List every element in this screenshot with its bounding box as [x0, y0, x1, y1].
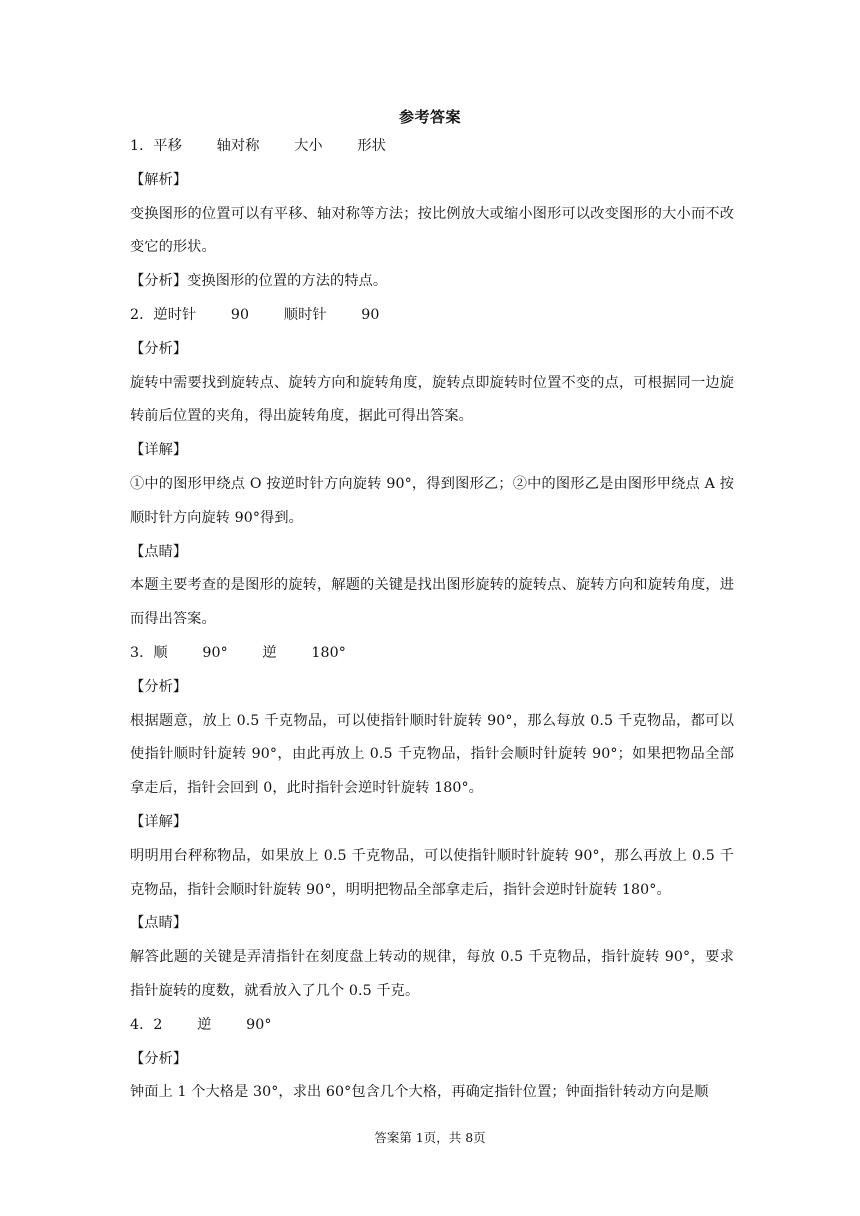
q2-answer-3: 顺时针: [283, 306, 327, 323]
q3-dianjing-label: 【点睛】: [130, 915, 188, 932]
page-footer: 答案第 1页，共 8页: [374, 1130, 486, 1145]
q2-answer-2: 90: [230, 306, 250, 323]
q4-answer-1: 4．2: [130, 1016, 163, 1033]
q3-xiangjie-label: 【详解】: [130, 813, 188, 830]
q1-answer-4: 形状: [357, 138, 386, 154]
q3-answer-1: 3．顺: [130, 644, 168, 661]
q1-answer-1: 1．平移: [130, 138, 182, 154]
q4-answer-2: 逆: [197, 1016, 212, 1033]
q2-answer-1: 2．逆时针: [130, 306, 197, 323]
q1-answer-3: 大小: [294, 138, 323, 154]
q2-answer-4: 90: [361, 306, 380, 323]
q1-jiexi-text: 变换图形的位置可以有平移、轴对称等方法；按比例放大或缩小图形可以改变图形的大小而不改变它的形状。: [130, 205, 734, 256]
q2-xiangjie-text: ①中的图形甲绕点 O 按逆时针方向旋转 90°，得到图形乙；②中的图形乙是由图形甲绕点 A 按顺时针方向旋转 90°得到。: [130, 475, 734, 526]
q2-fenxi-label: 【分析】: [130, 340, 188, 357]
q3-answer-4: 180°: [311, 644, 346, 661]
q1-fenxi-line: 【分析】变换图形的位置的方法的特点。: [130, 273, 388, 290]
q2-answer-line: [130, 299, 734, 333]
q3-xiangjie-text: 明明用台秤称物品，如果放上 0.5 千克物品，可以使指针顺时针旋转 90°，那么再放上 0.5 千克物品，指针会顺时针旋转 90°，明明把物品全部拿走后，指针会逆时针旋转 180°。: [130, 847, 734, 898]
q1-jiexi-label: 【解析】: [130, 171, 188, 188]
q2-dianjing-text: 本题主要考查的是图形的旋转，解题的关键是找出图形旋转的旋转点、旋转方向和旋转角度，进而得出答案。: [130, 577, 734, 628]
q2-xiangjie-label: 【详解】: [130, 442, 188, 459]
q1-answer-2: 轴对称: [216, 138, 260, 154]
q4-answer-3: 90°: [246, 1016, 272, 1033]
q3-answer-line: [130, 637, 734, 671]
page-title: 参考答案: [398, 108, 461, 126]
q4-fenxi-text: 钟面上 1 个大格是 30°，求出 60°包含几个大格，再确定指针位置；钟面指针转动方向是顺: [130, 1084, 709, 1101]
q1-answer-line: [130, 130, 734, 164]
q3-answer-3: 逆: [262, 644, 277, 661]
q3-fenxi-text: 根据题意，放上 0.5 千克物品，可以使指针顺时针旋转 90°，那么每放 0.5 千克物品，都可以使指针顺时针旋转 90°，由此再放上 0.5 千克物品，指针会顺时针旋转 90°；如果把物品全部拿走后，指针会回到 0，此时指针会逆时针旋转 180°。: [130, 712, 734, 797]
q3-answer-2: 90°: [202, 644, 228, 661]
q2-fenxi-text: 旋转中需要找到旋转点、旋转方向和旋转角度，旋转点即旋转时位置不变的点，可根据同一边旋转前后位置的夹角，得出旋转角度，据此可得出答案。: [130, 374, 734, 425]
q4-fenxi-label: 【分析】: [130, 1050, 188, 1067]
answer-body: [130, 130, 734, 1110]
q3-fenxi-label: 【分析】: [130, 678, 188, 695]
q2-dianjing-label: 【点睛】: [130, 543, 188, 560]
q3-dianjing-text: 解答此题的关键是弄清指针在刻度盘上转动的规律，每放 0.5 千克物品，指针旋转 90°，要求指针旋转的度数，就看放入了几个 0.5 千克。: [130, 949, 734, 999]
q4-answer-line: [130, 1009, 734, 1043]
